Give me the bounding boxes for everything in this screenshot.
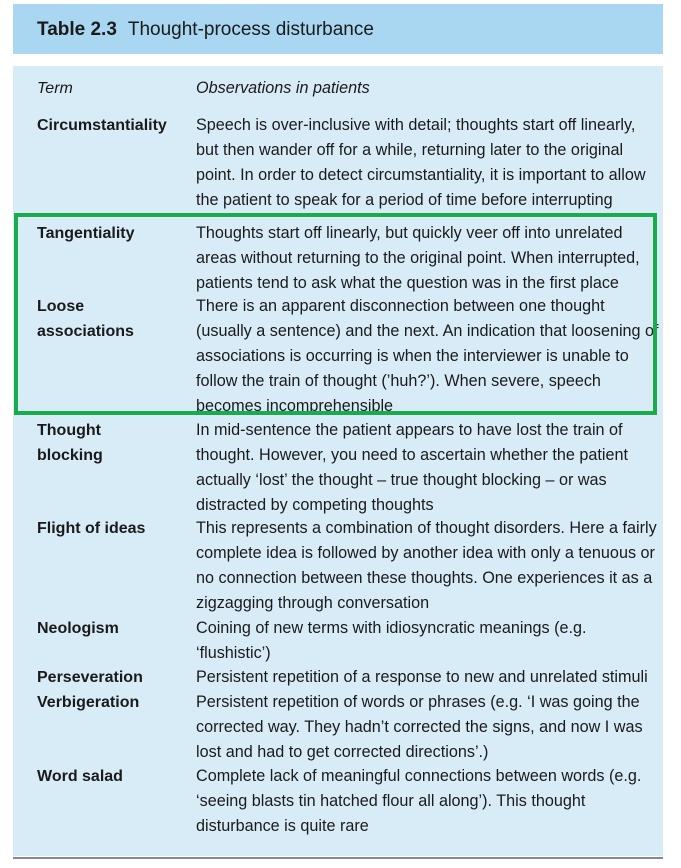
term-word-salad: Word salad [37, 768, 123, 785]
term-circumstantiality: Circumstantiality [37, 117, 167, 134]
observation-circumstantiality: Speech is over-inclusive with detail; thoughts start off linearly, but then wander off for a while, returning later to the original point. In order to detect circumstantiality, it is important to allow the patient to speak for a period of time before interrupting [196, 116, 646, 209]
term-thought-blocking: Thought blocking [37, 422, 103, 464]
observation-tangentiality: Thoughts start off linearly, but quickly veer off into unrelated areas without returning to the original point. When interrupted, patients tend to ask what the question was in the first place [196, 224, 640, 292]
observation-loose-associations: There is an apparent disconnection between one thought (usually a sentence) and the next. An indication that loosening of associations is occurring is when the interviewer is unable to follow the train of thought (’huh?’). When severe, speech becomes incomprehensible [196, 297, 659, 415]
header-term: Term [37, 80, 73, 97]
term-loose-associations: Loose associations [37, 298, 134, 340]
observation-verbigeration: Persistent repetition of words or phrases (e.g. ‘I was going the corrected way. They hadn’t corrected the signs, and now I was lost and had to get corrected directions’.) [196, 693, 643, 761]
header-observations: Observations in patients [196, 79, 370, 97]
observation-word-salad: Complete lack of meaningful connections between words (e.g. ‘seeing blasts tin hatched flour all along’). This thought disturbance is quite rare [196, 767, 642, 835]
term-flight-of-ideas: Flight of ideas [37, 520, 146, 537]
observation-thought-blocking: In mid-sentence the patient appears to have lost the train of thought. However, you need to ascertain whether the patient actually ‘lost’ the thought – true thought blocking – or was distracted by competing thoughts [196, 421, 628, 514]
term-tangentiality: Tangentiality [37, 225, 135, 242]
term-verbigeration: Verbigeration [37, 694, 140, 711]
term-perseveration: Perseveration [37, 669, 143, 686]
table-bottom-rule [13, 857, 663, 859]
table-body [13, 66, 663, 856]
table-number: Table 2.3 [37, 19, 117, 40]
table-title: Thought-process disturbance [127, 19, 374, 40]
term-neologism: Neologism [37, 620, 119, 637]
observation-neologism: Coining of new terms with idiosyncratic meanings (e.g. ‘flushistic’) [196, 619, 587, 662]
observation-flight-of-ideas: This represents a combination of thought disorders. Here a fairly complete idea is followed by another idea with only a tenuous or no connection between these thoughts. One experiences it as a zigzagging through conversation [196, 519, 657, 612]
observation-perseveration: Persistent repetition of a response to new and unrelated stimuli [196, 668, 648, 686]
table-title-bar [13, 4, 663, 54]
